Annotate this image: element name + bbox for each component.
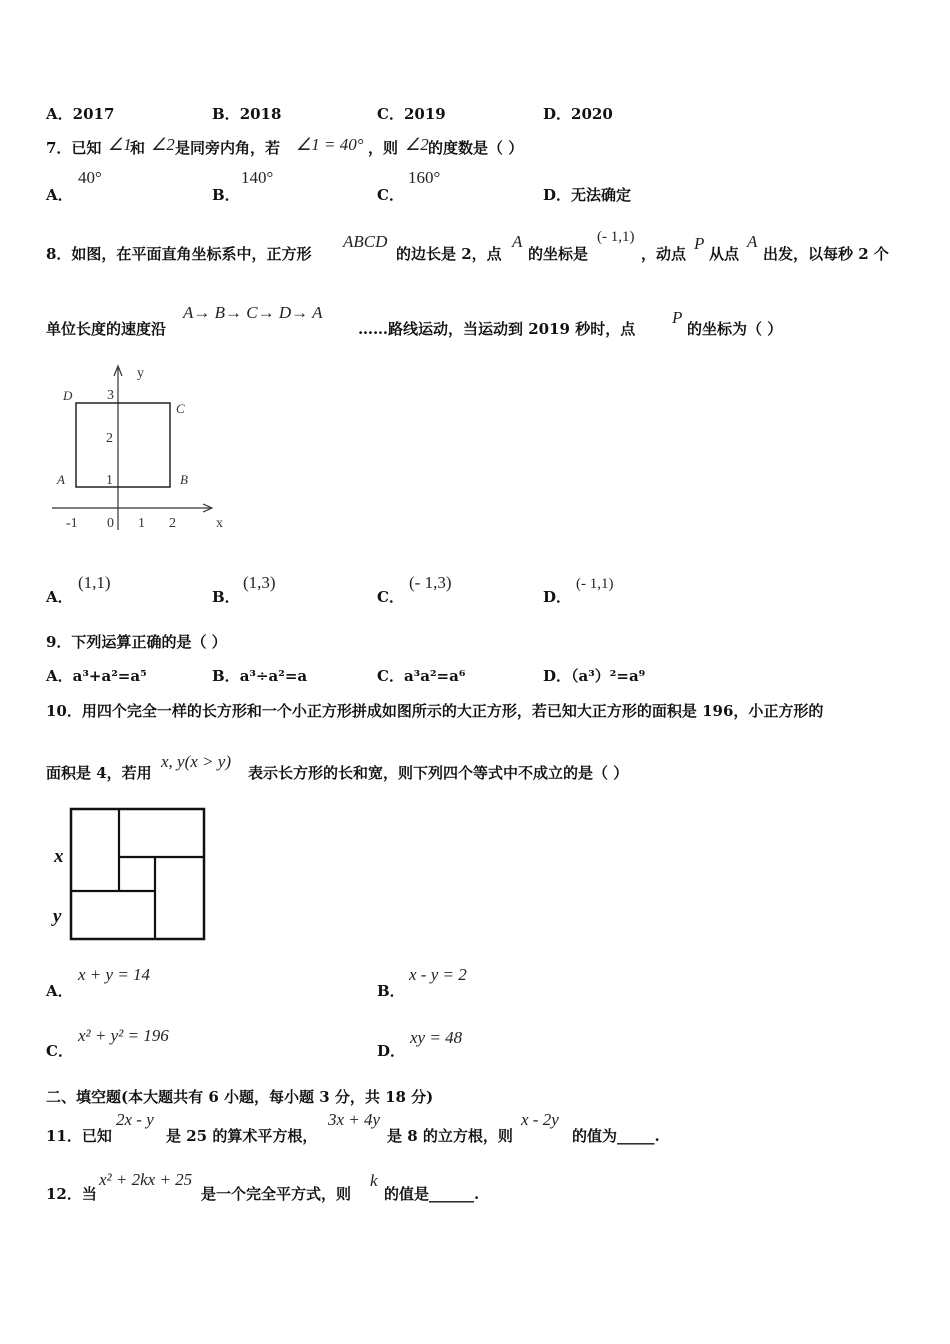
q10-option-a-label: A． <box>46 982 73 1000</box>
section-2-heading: 二、填空题(本大题共有 6 小题，每小题 3 分，共 18 分) <box>46 1088 434 1106</box>
q8-point-p: P <box>694 234 705 253</box>
q7-option-d: D．无法确定 <box>543 186 632 204</box>
q8-point-a2: A <box>747 232 758 251</box>
q7-mid: 是同旁内角，若 <box>175 139 281 157</box>
q10-option-a-value: x + y = 14 <box>78 965 151 984</box>
q8-s6: 出发，以每秒 2 个 <box>763 245 889 263</box>
q8-s2: 的边长是 2，点 <box>396 245 502 263</box>
q7-stem-pre: 7．已知 <box>46 139 102 157</box>
q9-stem: 9．下列运算正确的是（ ） <box>46 633 227 651</box>
q10-line1: 10．用四个完全一样的长方形和一个小正方形拼成如图所示的大正方形，若已知大正方形的面积是 196，小正方形的 <box>46 702 824 720</box>
q10-option-c-value: x² + y² = 196 <box>78 1026 169 1045</box>
q8-figure <box>40 360 240 535</box>
q6-option-b: B．2018 <box>212 105 282 123</box>
tick-x-1: 1 <box>138 516 145 531</box>
q7-angle2b: ∠2 <box>405 135 429 154</box>
q7-condition: ∠1 = 40° <box>296 135 364 154</box>
q11-expr3: x - 2y <box>521 1110 559 1129</box>
vertex-b: B <box>180 472 188 487</box>
fig-label-x: x <box>54 846 64 867</box>
small-square <box>119 857 155 891</box>
big-square <box>71 809 204 939</box>
q11-s4: 的值为_____. <box>572 1127 660 1145</box>
q7-and: 和 <box>130 139 146 157</box>
x-axis-label: x <box>216 516 223 531</box>
tick-x-2: 2 <box>169 516 176 531</box>
y-axis-label: y <box>137 366 144 381</box>
q7-angle1: ∠1 <box>108 135 132 154</box>
q12-expr: x² + 2kx + 25 <box>99 1170 193 1189</box>
q10-figure <box>48 805 213 950</box>
vertex-c: C <box>176 401 185 416</box>
q8-abcd: ABCD <box>343 232 388 251</box>
q8-l2b: ……路线运动，当运动到 2019 秒时，点 <box>358 320 636 338</box>
q8-option-c-value: (- 1,3) <box>409 573 452 592</box>
q10-l2b: 表示长方形的长和宽，则下列四个等式中不成立的是（ ） <box>248 764 629 782</box>
tick-y-2: 2 <box>106 431 113 446</box>
q8-s1: 8．如图，在平面直角坐标系中，正方形 <box>46 245 312 263</box>
q7-stem-end: 的度数是（ ） <box>428 139 524 157</box>
q8-l2a: 单位长度的速度沿 <box>46 320 167 338</box>
q7-option-c-label: C． <box>377 186 404 204</box>
tick-y-1: 1 <box>106 473 113 488</box>
q9-option-d: D．（a³）²=a⁹ <box>543 667 646 685</box>
q7-option-a-value: 40° <box>78 168 102 187</box>
q10-option-b-value: x - y = 2 <box>409 965 467 984</box>
vertex-d: D <box>63 388 73 403</box>
q11-expr1: 2x - y <box>116 1110 154 1129</box>
q10-option-d-value: xy = 48 <box>410 1028 463 1047</box>
q8-s4: ，动点 <box>641 245 687 263</box>
q12-s2: 是一个完全平方式，则 <box>201 1185 352 1203</box>
fig-label-y: y <box>53 906 62 927</box>
q8-option-a-value: (1,1) <box>78 573 111 592</box>
q8-option-c-label: C． <box>377 588 404 606</box>
q6-option-c: C．2019 <box>377 105 446 123</box>
q12-k: k <box>370 1171 378 1190</box>
q12-s3: 的值是______. <box>384 1185 480 1203</box>
q10-option-d-label: D． <box>377 1042 406 1060</box>
q11-expr2: 3x + 4y <box>328 1110 381 1129</box>
vertex-a: A <box>57 472 65 487</box>
q9-option-c: C．a³a²=a⁶ <box>377 667 466 685</box>
q8-path: A→ B→ C→ D→ A <box>183 303 323 322</box>
q7-option-c-value: 160° <box>408 168 441 187</box>
q9-option-a: A．a³+a²=a⁵ <box>46 667 147 685</box>
tick-y-3: 3 <box>107 388 114 403</box>
q8-s3: 的坐标是 <box>528 245 589 263</box>
square-abcd <box>76 403 170 487</box>
q9-option-b: B．a³÷a²=a <box>212 667 308 685</box>
tick-x-0: 0 <box>107 516 114 531</box>
q8-option-d-value: (- 1,1) <box>576 576 614 592</box>
q11-s2: 是 25 的算术平方根， <box>166 1127 318 1145</box>
q8-s5: 从点 <box>709 245 740 263</box>
q8-option-d-label: D． <box>543 588 572 606</box>
q8-l2c: 的坐标为（ ） <box>687 320 783 338</box>
q12-s1: 12．当 <box>46 1185 97 1203</box>
q8-option-b-label: B． <box>212 588 240 606</box>
q11-s1: 11．已知 <box>46 1127 112 1145</box>
tick-x-minus1: -1 <box>66 516 78 531</box>
q6-option-a: A．2017 <box>46 105 115 123</box>
q7-option-b-value: 140° <box>241 168 274 187</box>
q8-point-p2: P <box>672 308 683 327</box>
q7-angle2: ∠2 <box>151 135 175 154</box>
q7-option-b-label: B． <box>212 186 240 204</box>
q8-option-b-value: (1,3) <box>243 573 276 592</box>
q7-option-a-label: A． <box>46 186 73 204</box>
q10-option-b-label: B． <box>377 982 405 1000</box>
q11-s3: 是 8 的立方根，则 <box>387 1127 513 1145</box>
q10-option-c-label: C． <box>46 1042 73 1060</box>
q10-l2a: 面积是 4，若用 <box>46 764 152 782</box>
q10-vars: x, y(x > y) <box>161 752 231 771</box>
q8-point-a: A <box>512 232 523 251</box>
q8-coord-a: (- 1,1) <box>597 229 635 245</box>
q6-option-d: D．2020 <box>543 105 613 123</box>
q8-option-a-label: A． <box>46 588 73 606</box>
q7-then: ，则 <box>368 139 399 157</box>
